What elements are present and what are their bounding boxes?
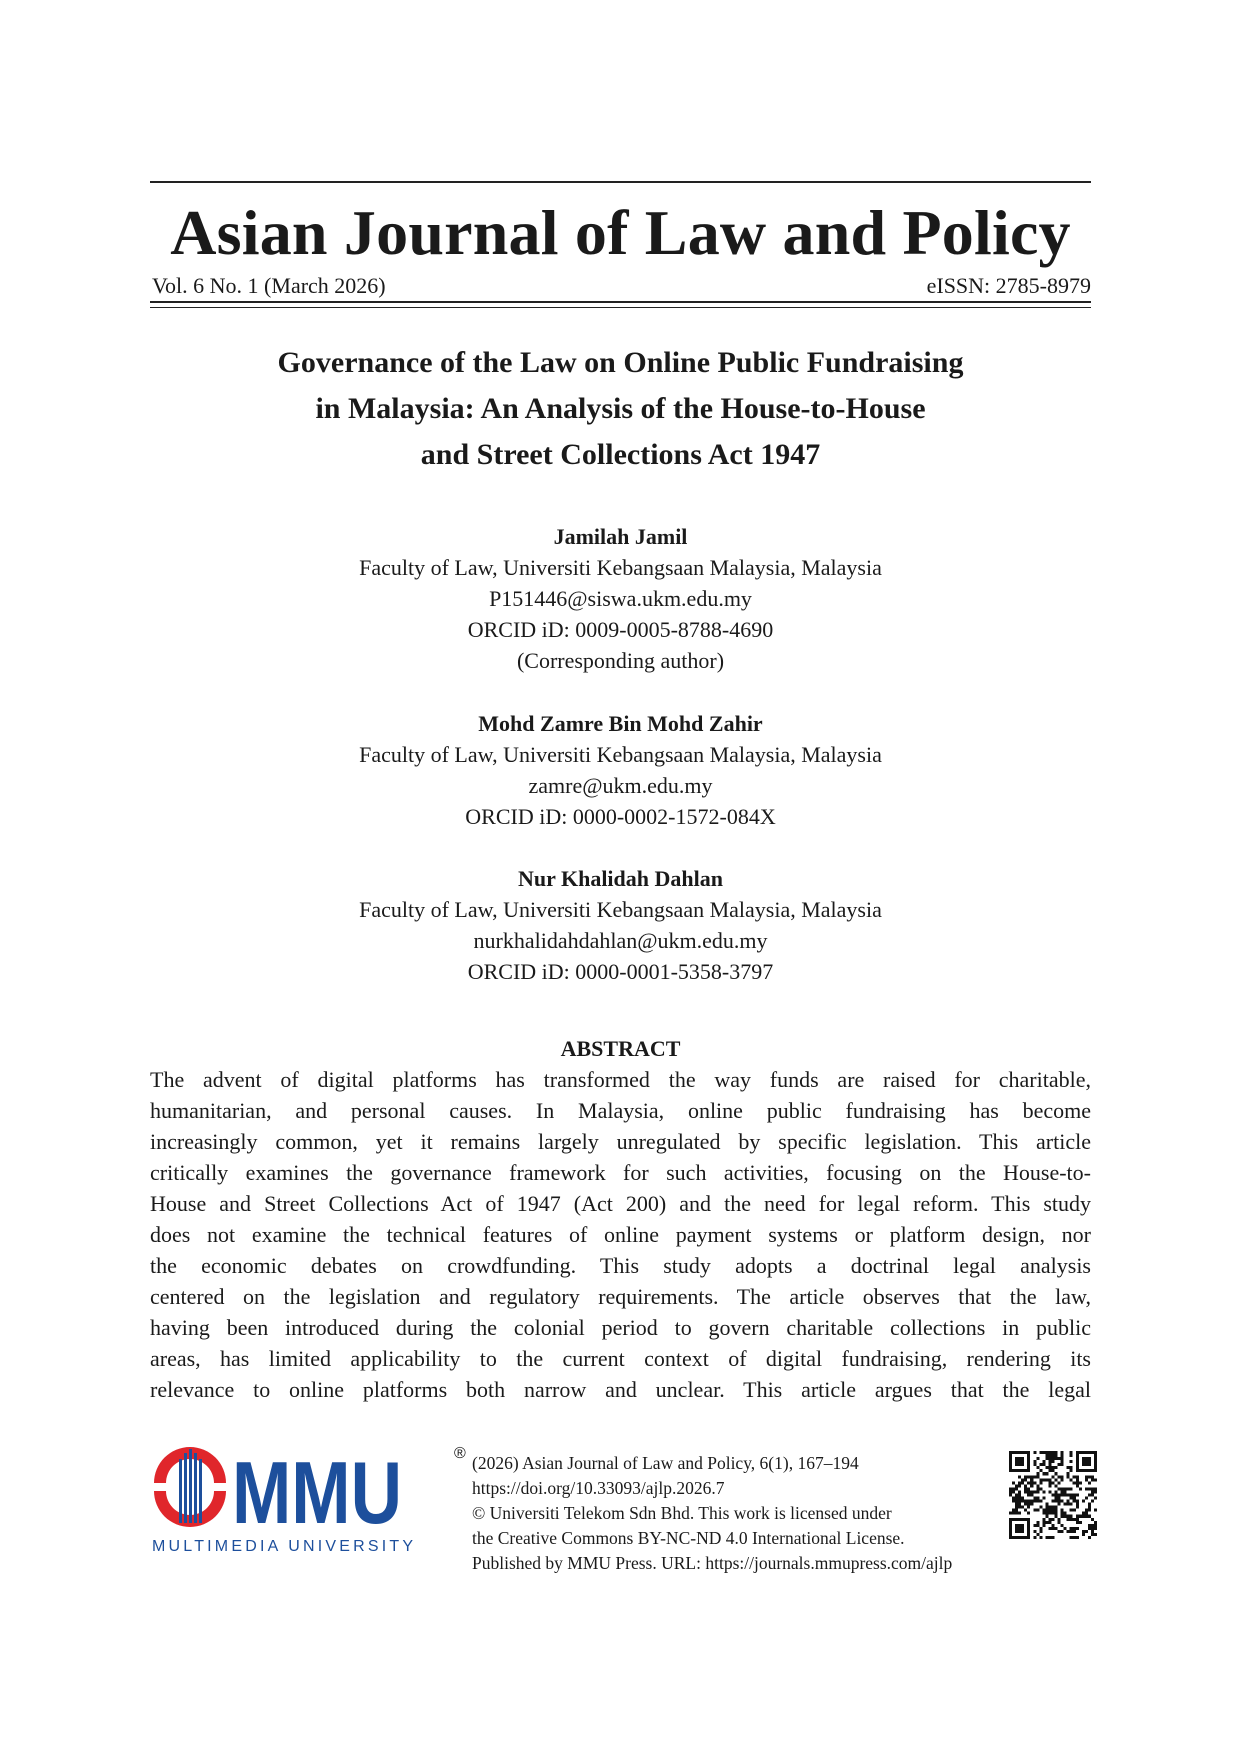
- abstract-line: does not examine the technical features of online payment systems or platform design, nor: [150, 1222, 1091, 1247]
- mmu-emblem-icon: [154, 1447, 226, 1527]
- eissn: eISSN: 2785-8979: [926, 273, 1091, 298]
- paper-title: [150, 340, 1091, 478]
- author-orcid: ORCID iD: 0000-0002-1572-084X: [465, 804, 776, 829]
- author-affiliation: Faculty of Law, Universiti Kebangsaan Malaysia, Malaysia: [359, 555, 882, 580]
- paper-title-line: and Street Collections Act 1947: [420, 438, 821, 471]
- abstract-line: areas, has limited applicability to the current context of digital fundraising, rendering its: [150, 1346, 1091, 1371]
- registered-mark: ®: [454, 1445, 466, 1462]
- header-rule-thick: [150, 301, 1091, 303]
- author-affiliation: Faculty of Law, Universiti Kebangsaan Malaysia, Malaysia: [359, 742, 882, 767]
- author-email[interactable]: nurkhalidahdahlan@ukm.edu.my: [473, 928, 768, 953]
- abstract-line: relevance to online platforms both narrow and unclear. This article argues that the legal: [150, 1377, 1091, 1402]
- abstract-line: centered on the legislation and regulatory requirements. The article observes that the law,: [150, 1284, 1091, 1309]
- journal-title: Asian Journal of Law and Policy: [170, 197, 1071, 268]
- doi-link[interactable]: https://doi.org/10.33093/ajlp.2026.7: [472, 1478, 725, 1498]
- mmu-logo-subtext: MULTIMEDIA UNIVERSITY: [152, 1538, 417, 1555]
- author-email[interactable]: zamre@ukm.edu.my: [528, 773, 713, 798]
- corresponding-author-note: (Corresponding author): [516, 648, 725, 673]
- license-text[interactable]: the Creative Commons BY-NC-ND 4.0 International License.: [472, 1528, 905, 1548]
- abstract-line: having been introduced during the colonial period to govern charitable collections in public: [150, 1315, 1091, 1340]
- citation-text: (2026) Asian Journal of Law and Policy, 6(1), 167–194: [472, 1453, 859, 1473]
- qr-code-icon: [1009, 1451, 1097, 1539]
- abstract-line: humanitarian, and personal causes. In Malaysia, online public fundraising has become: [150, 1098, 1091, 1123]
- author-orcid: ORCID iD: 0000-0001-5358-3797: [467, 959, 774, 984]
- abstract-line: the economic debates on crowdfunding. This study adopts a doctrinal legal analysis: [150, 1253, 1091, 1278]
- header-rule-thin: [150, 307, 1091, 308]
- author-orcid: ORCID iD: 0009-0005-8788-4690: [467, 617, 774, 642]
- author-block: [150, 708, 1091, 832]
- author-block: [150, 521, 1091, 676]
- author-name: Jamilah Jamil: [553, 524, 688, 549]
- abstract-line: House and Street Collections Act of 1947 (Act 200) and the need for legal reform. This study: [150, 1191, 1091, 1216]
- author-email[interactable]: P151446@siswa.ukm.edu.my: [489, 586, 752, 611]
- top-rule: [150, 181, 1091, 183]
- mmu-logo: [150, 1447, 465, 1557]
- author-name: Mohd Zamre Bin Mohd Zahir: [478, 711, 763, 736]
- author-affiliation: Faculty of Law, Universiti Kebangsaan Malaysia, Malaysia: [359, 897, 882, 922]
- paper-title-line: Governance of the Law on Online Public Fundraising: [277, 346, 964, 379]
- citation-block: [472, 1451, 952, 1576]
- author-name: Nur Khalidah Dahlan: [517, 866, 723, 891]
- publisher-text[interactable]: Published by MMU Press. URL: https://journals.mmupress.com/ajlp: [472, 1553, 953, 1573]
- abstract-body: [150, 1064, 1091, 1405]
- abstract-line: critically examines the governance framework for such activities, focusing on the House-to-: [150, 1160, 1091, 1185]
- mmu-logo-text: MMU: [232, 1447, 402, 1542]
- volume-issue: Vol. 6 No. 1 (March 2026): [152, 273, 386, 298]
- copyright-text: © Universiti Telekom Sdn Bhd. This work is licensed under: [472, 1503, 892, 1523]
- paper-title-line: in Malaysia: An Analysis of the House-to-House: [315, 392, 926, 425]
- abstract-line: increasingly common, yet it remains largely unregulated by specific legislation. This article: [150, 1129, 1091, 1154]
- abstract-heading: ABSTRACT: [560, 1036, 681, 1061]
- author-block: [150, 863, 1091, 987]
- abstract-line: The advent of digital platforms has transformed the way funds are raised for charitable,: [150, 1067, 1091, 1092]
